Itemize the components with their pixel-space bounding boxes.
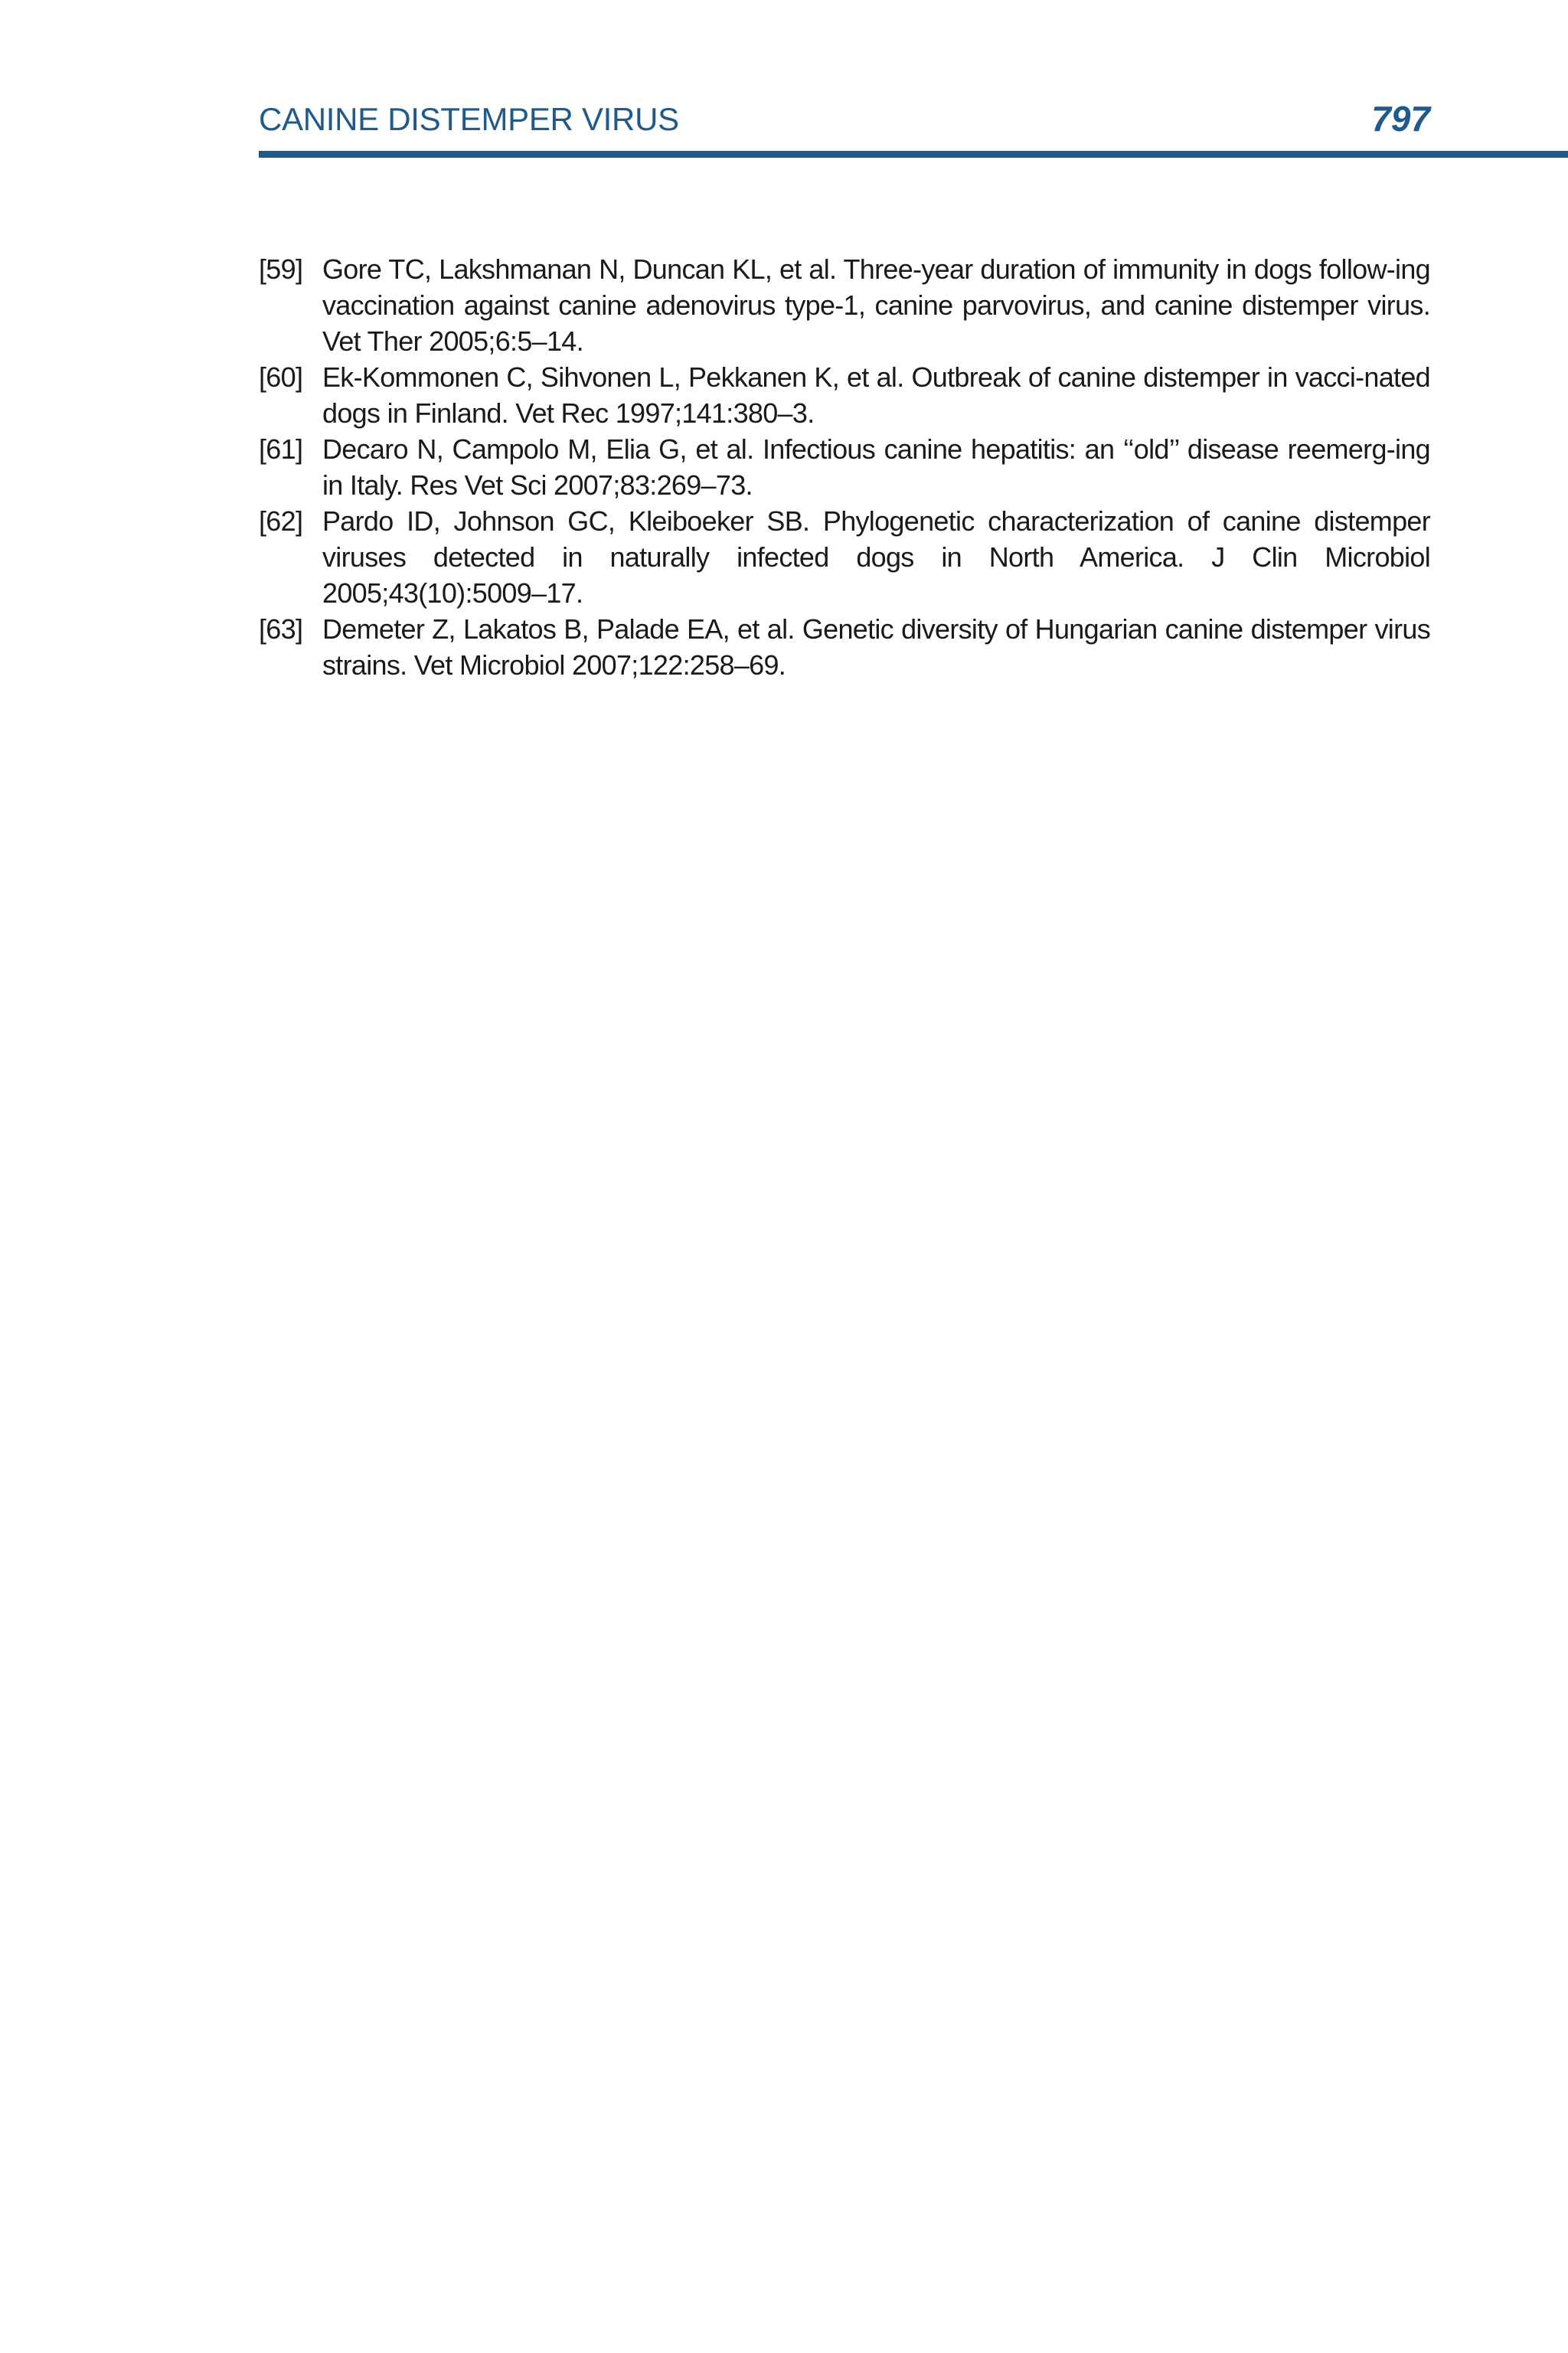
reference-item xyxy=(259,611,1430,683)
page-number: 797 xyxy=(1371,99,1430,139)
reference-item xyxy=(259,431,1430,503)
reference-text: Decaro N, Campolo M, Elia G, et al. Infectious canine hepatitis: an ‘‘old’’ disease reemerg-ing in Italy. Res Vet Sci 2007;83:269–73. xyxy=(322,433,1430,501)
reference-number: [63] xyxy=(259,613,303,645)
reference-item xyxy=(259,359,1430,431)
reference-text: Gore TC, Lakshmanan N, Duncan KL, et al. Three-year duration of immunity in dogs follow-ing vaccination against canine adenovirus type-1, canine parvovirus, and canine distemper virus. Vet Ther 2005;6:5–14. xyxy=(322,253,1430,357)
reference-number: [60] xyxy=(259,361,303,393)
reference-text: Ek-Kommonen C, Sihvonen L, Pekkanen K, et al. Outbreak of canine distemper in vacci-nated dogs in Finland. Vet Rec 1997;141:380–3. xyxy=(322,361,1430,429)
reference-text: Demeter Z, Lakatos B, Palade EA, et al. Genetic diversity of Hungarian canine distemper virus strains. Vet Microbiol 2007;122:258–69. xyxy=(322,613,1430,681)
reference-text: Pardo ID, Johnson GC, Kleiboeker SB. Phylogenetic characterization of canine distemper viruses detected in naturally infected dogs in North America. J Clin Microbiol 2005;43(10):5009–17. xyxy=(322,505,1430,609)
reference-number: [62] xyxy=(259,505,303,537)
reference-item xyxy=(259,251,1430,359)
running-header xyxy=(259,98,1430,142)
reference-item xyxy=(259,503,1430,611)
reference-number: [59] xyxy=(259,253,303,285)
header-rule xyxy=(259,151,1568,158)
running-title: CANINE DISTEMPER VIRUS xyxy=(259,101,679,137)
reference-list xyxy=(259,251,1430,683)
reference-number: [61] xyxy=(259,433,303,465)
